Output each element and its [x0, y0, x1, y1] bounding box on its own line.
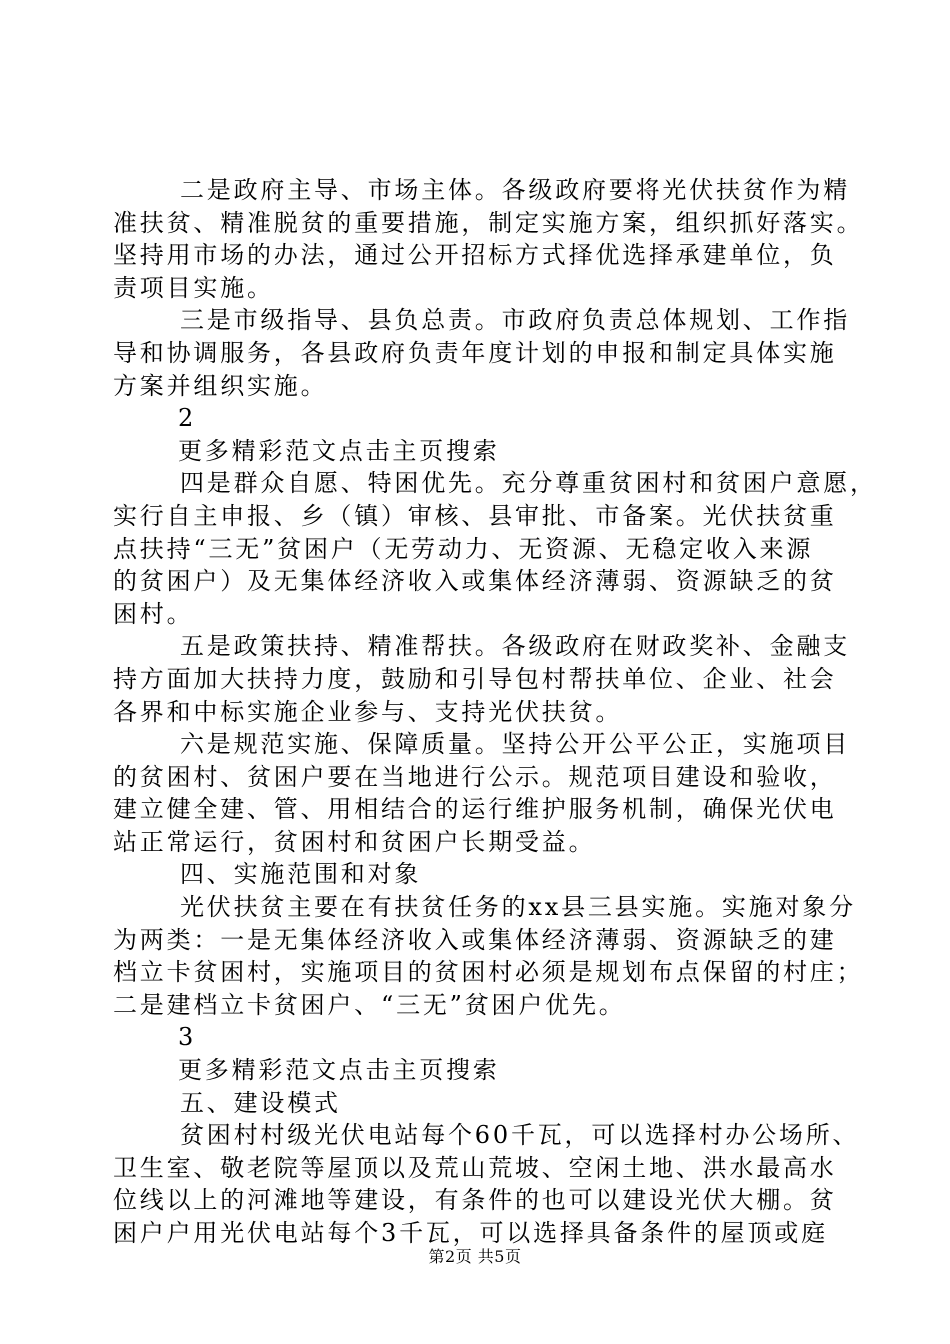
paragraph-line: 五是政策扶持、精准帮扶。各级政府在财政奖补、金融支: [180, 632, 850, 661]
paragraph-line: 点扶持“三无”贫困户（无劳动力、无资源、无稳定收入来源: [113, 534, 814, 563]
paragraph-line: 各界和中标实施企业参与、支持光伏扶贫。: [113, 697, 623, 726]
paragraph-line: 坚持用市场的办法，通过公开招标方式择优选择承建单位，负: [113, 241, 837, 270]
paragraph-line: 导和协调服务，各县政府负责年度计划的申报和制定具体实施: [113, 338, 837, 367]
inline-page-number: 3: [178, 1023, 197, 1052]
paragraph-line: 方案并组织实施。: [113, 371, 328, 400]
paragraph-line: 六是规范实施、保障质量。坚持公开公平公正，实施项目: [180, 730, 850, 759]
paragraph-line: 为两类：一是无集体经济收入或集体经济薄弱、资源缺乏的建: [113, 925, 837, 954]
paragraph-line: 的贫困村、贫困户要在当地进行公示。规范项目建设和验收，: [113, 762, 837, 791]
paragraph-line: 光伏扶贫主要在有扶贫任务的xx县三县实施。实施对象分: [180, 893, 856, 922]
paragraph-line: 二是政府主导、市场主体。各级政府要将光伏扶贫作为精: [180, 176, 850, 204]
paragraph-line: 四是群众自愿、特困优先。充分尊重贫困村和贫困户意愿，: [180, 469, 877, 498]
section-heading: 五、建设模式: [180, 1088, 341, 1117]
paragraph-line: 责项目实施。: [113, 273, 274, 302]
inline-page-number: 2: [178, 404, 197, 433]
paragraph-line: 站正常运行，贫困村和贫困户长期受益。: [113, 827, 596, 856]
paragraph-line: 持方面加大扶持力度，鼓励和引导包村帮扶单位、企业、社会: [113, 664, 837, 693]
paragraph-line: 的贫困户）及无集体经济收入或集体经济薄弱、资源缺乏的贫: [113, 567, 837, 596]
paragraph-line: 困村。: [113, 599, 194, 628]
paragraph-line: 准扶贫、精准脱贫的重要措施，制定实施方案，组织抓好落实。: [113, 208, 864, 237]
paragraph-line: 档立卡贫困村，实施项目的贫困村必须是规划布点保留的村庄；: [113, 958, 864, 987]
paragraph-line: 二是建档立卡贫困户、“三无”贫困户优先。: [113, 990, 626, 1019]
paragraph-line: 位线以上的河滩地等建设，有条件的也可以建设光伏大棚。贫: [113, 1186, 837, 1215]
paragraph-line: 卫生室、敬老院等屋顶以及荒山荒坡、空闲土地、洪水最高水: [113, 1153, 837, 1182]
paragraph-line: 困户户用光伏电站每个3千瓦，可以选择具备条件的屋顶或庭: [113, 1219, 828, 1247]
paragraph-line: 三是市级指导、县负总责。市政府负责总体规划、工作指: [180, 306, 850, 335]
section-heading: 四、实施范围和对象: [180, 860, 422, 889]
page-footer: 第2页 共5页: [428, 1247, 522, 1266]
paragraph-line: 实行自主申报、乡（镇）审核、县审批、市备案。光伏扶贫重: [113, 501, 837, 530]
document-body: [113, 174, 877, 1250]
promo-text: 更多精彩范文点击主页搜索: [178, 1056, 500, 1085]
paragraph-line: 贫困村村级光伏电站每个60千瓦，可以选择村办公场所、: [180, 1121, 860, 1150]
promo-text: 更多精彩范文点击主页搜索: [178, 436, 500, 465]
paragraph-line: 建立健全建、管、用相结合的运行维护服务机制，确保光伏电: [113, 795, 837, 824]
